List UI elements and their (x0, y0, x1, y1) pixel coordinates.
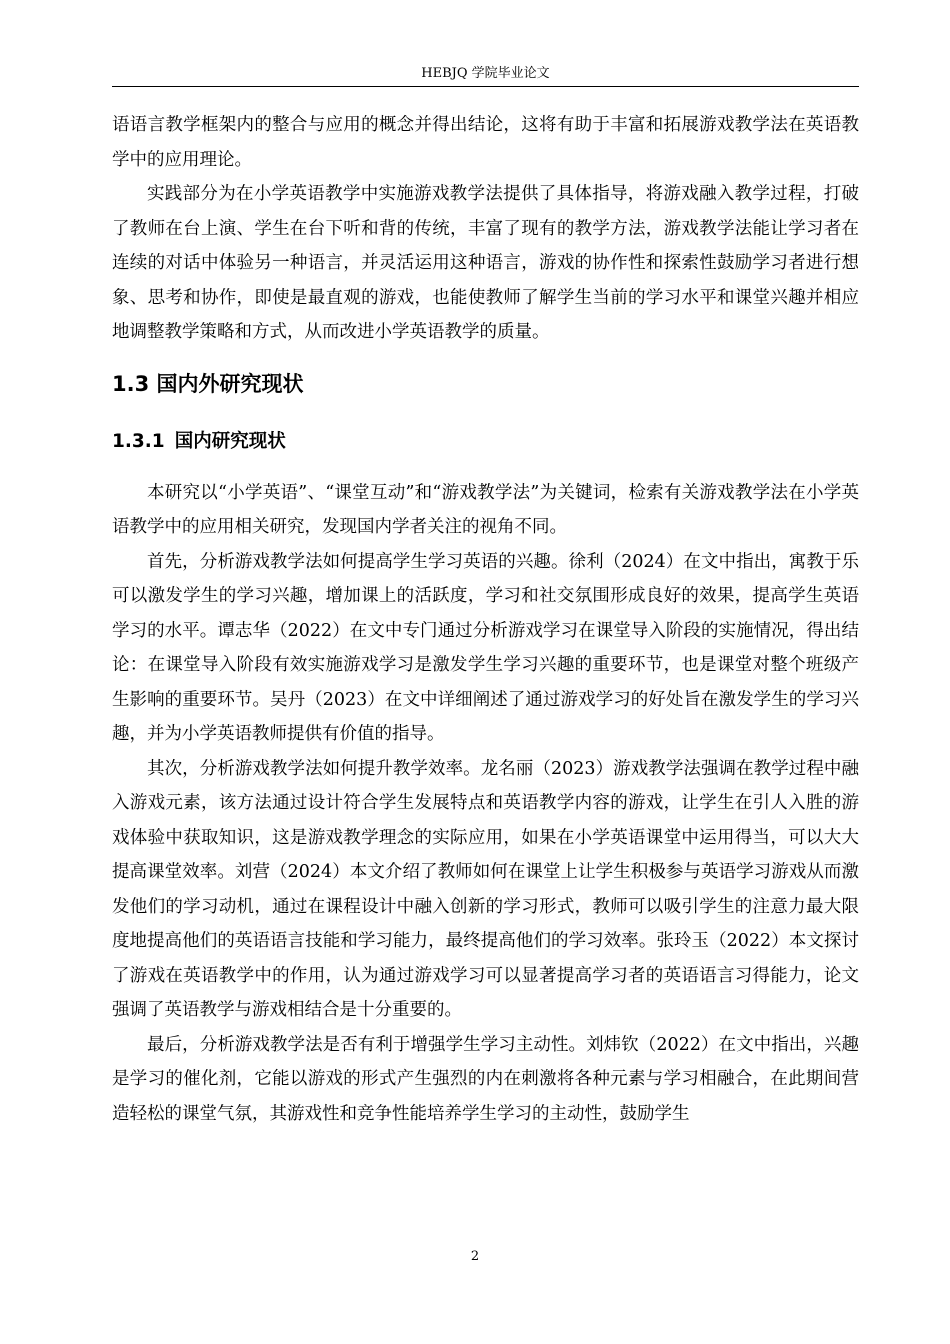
paragraph-intro: 本研究以“小学英语”、“课堂互动”和“游戏教学法”为关键词，检索有关游戏教学法在小学英语教学中的应用相关研究，发现国内学者关注的视角不同。 (112, 482, 859, 537)
subsection-title: 国内研究现状 (174, 430, 286, 452)
paragraph-first: 首先，分析游戏教学法如何提高学生学习英语的兴趣。徐利（2024）在文中指出，寓教于乐可以激发学生的学习兴趣，增加课上的活跃度，学习和社交氛围形成良好的效果，提高学生英语学习的水平。谭志华（2022）在文中专门通过分析游戏学习在课堂导入阶段的实施情况，得出结论：在课堂导入阶段有效实施游戏学习是激发学生学习兴趣的重要环节，也是课堂对整个班级产生影响的重要环节。吴丹（2023）在文中详细阐述了通过游戏学习的好处旨在激发学生的学习兴趣，并为小学英语教师提供有价值的指导。 (112, 551, 859, 744)
paragraph-continued: 语语言教学框架内的整合与应用的概念并得出结论，这将有助于丰富和拓展游戏教学法在英语教学中的应用理论。 (112, 115, 859, 170)
subsection-heading (112, 424, 859, 460)
page-number: 2 (470, 1249, 480, 1264)
paragraph-last: 最后，分析游戏教学法是否有利于增强学生学习主动性。刘炜钦（2022）在文中指出，兴趣是学习的催化剂，它能以游戏的形式产生强烈的内在刺激将各种元素与学习相融合，在此期间营造轻松的课堂气氛，其游戏性和竞争性能培养学生学习的主动性，鼓励学生 (112, 1034, 859, 1124)
section-heading: 1.3 国内外研究现状 (112, 371, 304, 396)
subsection-number: 1.3.1 (112, 430, 165, 452)
header-title: HEBJQ 学院毕业论文 (421, 66, 550, 81)
paragraph-practice: 实践部分为在小学英语教学中实施游戏教学法提供了具体指导，将游戏融入教学过程，打破了教师在台上演、学生在台下听和背的传统，丰富了现有的教学方法，游戏教学法能让学习者在连续的对话中体验另一种语言，并灵活运用这种语言，游戏的协作性和探索性鼓励学习者进行想象、思考和协作，即使是最直观的游戏，也能使教师了解学生当前的学习水平和课堂兴趣并相应地调整教学策略和方式，从而改进小学英语教学的质量。 (112, 184, 859, 342)
paragraph-second: 其次，分析游戏教学法如何提升教学效率。龙名丽（2023）游戏教学法强调在教学过程中融入游戏元素，该方法通过设计符合学生发展特点和英语教学内容的游戏，让学生在引人入胜的游戏体验中获取知识，这是游戏教学理念的实际应用，如果在小学英语课堂中运用得当，可以大大提高课堂效率。刘营（2024）本文介绍了教师如何在课堂上让学生积极参与英语学习游戏从而激发他们的学习动机，通过在课程设计中融入创新的学习形式，教师可以吸引学生的注意力最大限度地提高他们的英语语言技能和学习能力，最终提高他们的学习效率。张玲玉（2022）本文探讨了游戏在英语教学中的作用，认为通过游戏学习可以显著提高学习者的英语语言习得能力，论文强调了英语教学与游戏相结合是十分重要的。 (112, 758, 859, 1020)
page-header (112, 62, 859, 87)
document-body (112, 108, 859, 1131)
